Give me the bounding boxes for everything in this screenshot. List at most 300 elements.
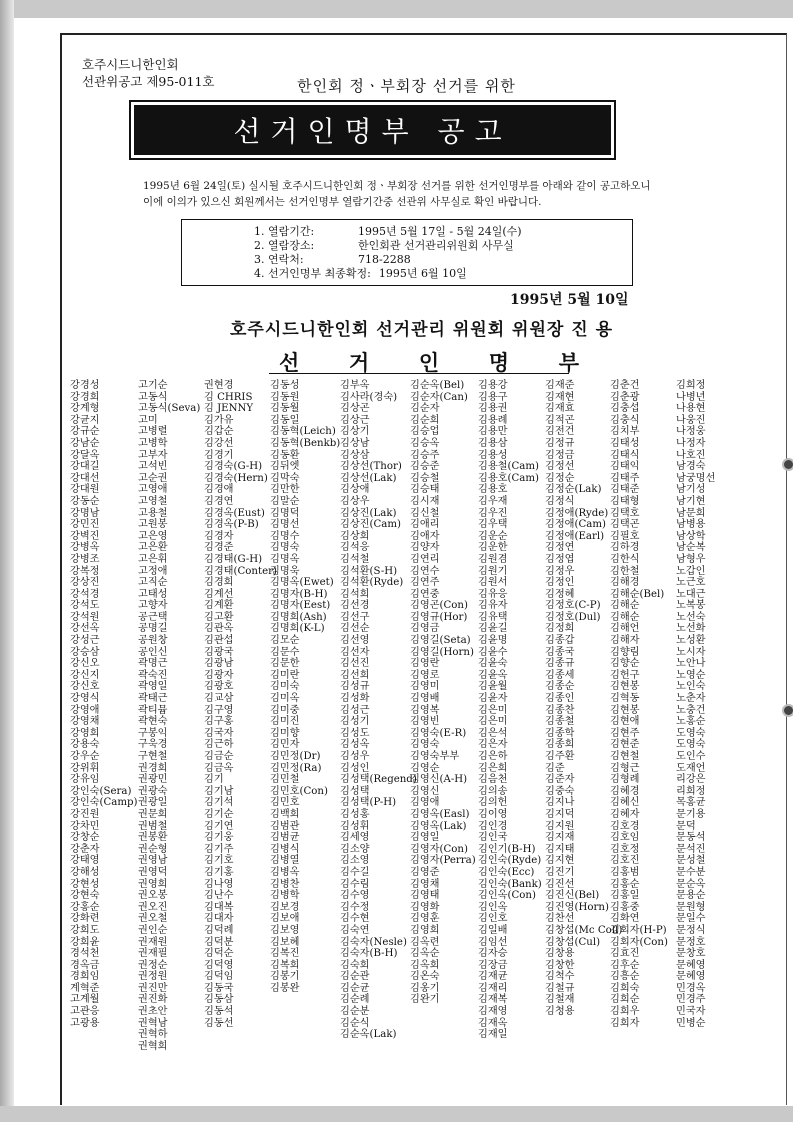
voter-name: 권광일 xyxy=(138,797,168,809)
voter-name: 김종학 xyxy=(545,727,575,739)
voter-name: 강춘자 xyxy=(70,843,100,855)
info-value: 한인회관 선거관리위원회 사무실 xyxy=(358,239,514,252)
voter-name: 공원창 xyxy=(138,635,168,647)
voter-name: 김영옥(Easl) xyxy=(410,808,470,820)
voter-name: 김종순 xyxy=(545,681,575,693)
voter-name: 김옥순 xyxy=(410,948,440,960)
voter-name: 강희윤 xyxy=(70,936,100,948)
voter-name: 김순식 xyxy=(340,1017,370,1029)
voter-name: 김종국 xyxy=(545,646,575,658)
voter-name: 김치부 xyxy=(610,426,640,438)
voter-name: 김인옥(Con) xyxy=(478,890,536,902)
voter-name: 김적곤 xyxy=(545,414,575,426)
voter-name: 김종갑 xyxy=(545,635,575,647)
voter-name: 김희우 xyxy=(610,1006,640,1018)
voter-name: 김홍중 xyxy=(610,901,640,913)
voter-name: 김윤옥 xyxy=(478,669,508,681)
voter-name: 김현준 xyxy=(610,739,640,751)
voter-name: 김옥희 xyxy=(410,959,440,971)
voter-name: 김성택(P-H) xyxy=(340,797,397,809)
voter-name: 김석환(S-H) xyxy=(340,565,398,577)
voter-name: 김태식 xyxy=(610,449,640,461)
voter-name: 고광용 xyxy=(70,1017,100,1029)
notice-text xyxy=(143,178,703,210)
voter-name: 김선구 xyxy=(340,611,370,623)
voter-name: 김지재 xyxy=(545,832,575,844)
voter-name: 김정희 xyxy=(545,623,575,635)
voter-name: 김한철 xyxy=(610,565,640,577)
voter-name: 김영숙 xyxy=(410,739,440,751)
voter-name: 고태성 xyxy=(138,588,168,600)
voter-name: 김우택 xyxy=(478,519,508,531)
notice-number: 선관위공고 제95-011호 xyxy=(82,74,215,89)
voter-name: 김영배 xyxy=(410,693,440,705)
voter-name: 김상애 xyxy=(340,484,370,496)
organization-name: 호주시드니한인회 xyxy=(82,57,179,72)
voter-name: 김성화 xyxy=(340,693,370,705)
voter-name: 김미향 xyxy=(270,727,300,739)
voter-name: 김원겸 xyxy=(478,553,508,565)
voter-name: 김보영 xyxy=(270,924,300,936)
voter-name: 강복정 xyxy=(70,565,100,577)
roster-title-underline xyxy=(269,373,569,374)
voter-name: 권현경 xyxy=(204,380,234,391)
voter-name: 고순권 xyxy=(138,472,168,484)
voter-name: 김성옥 xyxy=(340,739,370,751)
voter-name: 남문희 xyxy=(676,507,706,519)
voter-name: 고원봉 xyxy=(138,519,168,531)
voter-name: 권범철 xyxy=(138,820,168,832)
voter-name: 김은미 xyxy=(478,716,508,728)
voter-name: 강위휘 xyxy=(70,762,100,774)
voter-name: 김후순 xyxy=(610,959,640,971)
voter-name: 김난수 xyxy=(204,890,234,902)
voter-name: 김경연 xyxy=(204,495,234,507)
voter-name: 김성도 xyxy=(340,727,370,739)
voter-name: 권재필 xyxy=(138,948,168,960)
voter-name: 문수분 xyxy=(676,866,706,878)
voter-name: 김고환 xyxy=(204,611,234,623)
voter-name: 김미옥 xyxy=(270,693,300,705)
voter-name: 김재균 xyxy=(478,971,508,983)
voter-name: 김뒤엣 xyxy=(270,461,300,473)
voter-name: 김민자 xyxy=(270,739,300,751)
voter-name: 곽태근 xyxy=(138,693,168,705)
voter-name: 문동석 xyxy=(676,832,706,844)
voter-name: 김상진(Lak) xyxy=(340,507,397,519)
voter-name: 김순옥(Bel) xyxy=(410,380,465,391)
info-value: 718-2288 xyxy=(358,253,411,266)
voter-name: 김금옥 xyxy=(204,762,234,774)
voter-name: 김은자 xyxy=(478,739,508,751)
voter-name: 김윤자 xyxy=(478,693,508,705)
voter-name: 김순옥(Lak) xyxy=(340,1029,397,1041)
voter-name: 김문한 xyxy=(270,658,300,670)
voter-name: 김상우 xyxy=(340,495,370,507)
voter-name: 김태준 xyxy=(610,484,640,496)
voter-name: 김인국 xyxy=(478,832,508,844)
voter-name: 권영덕 xyxy=(138,866,168,878)
voter-name: 김재효 xyxy=(545,403,575,415)
voter-name: 김정연 xyxy=(545,542,575,554)
voter-name: 김기석 xyxy=(204,797,234,809)
voter-name: 도인수 xyxy=(676,751,706,762)
voter-name: 노선숙 xyxy=(676,611,706,623)
voter-name: 김석희 xyxy=(340,588,370,600)
voter-name: 김자승 xyxy=(478,948,508,960)
voter-name: 강우순 xyxy=(70,751,100,762)
voter-name: 김상곤 xyxy=(340,403,370,415)
voter-name: 김영미 xyxy=(410,681,440,693)
voter-name: 강홍순 xyxy=(70,901,100,913)
voter-name: 권정순 xyxy=(138,959,168,971)
voter-name: 김종희 xyxy=(545,739,575,751)
voter-name: 김태익 xyxy=(610,461,640,473)
voter-name: 김선영 xyxy=(340,635,370,647)
voter-name: 문성철 xyxy=(676,855,706,867)
voter-name: 김해언 xyxy=(610,623,640,635)
voter-name: 노근호 xyxy=(676,577,706,589)
voter-name: 김창한 xyxy=(545,959,575,971)
voter-name: 공명길 xyxy=(138,623,168,635)
voter-name: 김혜경 xyxy=(610,785,640,797)
voter-name: 김강선 xyxy=(204,437,234,449)
voter-name: 계혁준 xyxy=(70,982,100,994)
voter-name: 김민정(Dr) xyxy=(270,751,321,762)
voter-name: 김순자(Can) xyxy=(410,391,468,403)
voter-name: 강화련 xyxy=(70,913,100,925)
voter-name: 나용현 xyxy=(676,403,706,415)
voter-name: 김승옥 xyxy=(410,437,440,449)
voter-name: 김재영 xyxy=(478,1006,508,1018)
voter-name: 나정자 xyxy=(676,437,706,449)
voter-name: 김석철 xyxy=(340,553,370,565)
voter-name: 김영숙(E-R) xyxy=(410,727,467,739)
voter-name: 김선경 xyxy=(340,600,370,612)
voter-name: 김승업 xyxy=(410,426,440,438)
committee-signature: 호주시드니한인회 선거관리 위원회 위원장 진 용 xyxy=(229,320,614,340)
info-row xyxy=(254,253,632,267)
notice-line: 1995년 6월 24일(토) 실시될 호주시드니한인회 정ㆍ부회장 선거를 위한 선거인명부를 아래와 같이 공고하오니 xyxy=(143,180,651,192)
voter-name: 김영란 xyxy=(410,658,440,670)
voter-name: 강대길 xyxy=(70,461,100,473)
voter-name: 문원형 xyxy=(676,901,706,913)
voter-name: 김종찬 xyxy=(545,704,575,716)
voter-name: 김민호(Con) xyxy=(270,785,328,797)
voter-name: 김영준 xyxy=(410,866,440,878)
voter-name: 권오진 xyxy=(138,901,168,913)
voter-name: 김경태(G-H) xyxy=(204,553,263,565)
voter-name: 김경숙(G-H) xyxy=(204,461,263,473)
voter-name: 권경희 xyxy=(138,762,168,774)
voter-name: 김명자(B-H) xyxy=(270,588,328,600)
voter-name: 김정금 xyxy=(545,449,575,461)
voter-name: 남경숙 xyxy=(676,461,706,473)
voter-name: 김영길(Horn) xyxy=(410,646,474,658)
voter-name: 김정애(Ryde) xyxy=(545,507,609,519)
voter-name: 김성기 xyxy=(340,716,370,728)
voter-name: 김희숙 xyxy=(610,982,640,994)
voter-name: 김청용 xyxy=(545,1006,575,1018)
info-box xyxy=(181,219,633,286)
voter-name: 강영희 xyxy=(70,727,100,739)
voter-name: 김재리 xyxy=(478,982,508,994)
voter-name: 김준 xyxy=(545,762,565,774)
voter-name: 고은환 xyxy=(138,542,168,554)
voter-name: 권혁남 xyxy=(138,1017,168,1029)
voter-name: 권봉환 xyxy=(138,832,168,844)
roster-title-char: 명 xyxy=(488,350,510,375)
voter-name: 김선순 xyxy=(340,623,370,635)
voter-name: 김동석 xyxy=(204,1006,234,1018)
voter-name: 김영훈 xyxy=(410,913,440,925)
voter-name: 김헌구 xyxy=(610,669,640,681)
voter-name: 김동삼 xyxy=(204,994,234,1006)
voter-name: 김영길(Seta) xyxy=(410,635,471,647)
voter-name: 김병식 xyxy=(270,843,300,855)
voter-name: 고영애 xyxy=(138,484,168,496)
voter-name: 김현봉 xyxy=(610,681,640,693)
voter-name: 김계선 xyxy=(204,588,234,600)
roster-column xyxy=(478,380,542,1041)
voter-name: 문정호 xyxy=(676,936,706,948)
voter-name: 고석빈 xyxy=(138,461,168,473)
voter-name: 김민철 xyxy=(270,774,300,786)
voter-name: 김현주 xyxy=(610,727,640,739)
voter-name: 김승준 xyxy=(410,461,440,473)
voter-name: 권정원 xyxy=(138,971,168,983)
voter-name: 권진화 xyxy=(138,994,168,1006)
voter-name: 김지원 xyxy=(545,820,575,832)
punch-hole-icon xyxy=(782,704,793,717)
voter-name: 김진신(Bel) xyxy=(545,890,600,902)
voter-name: 김재복 xyxy=(478,994,508,1006)
roster-title-char: 선 xyxy=(279,350,300,375)
voter-name: 김인경 xyxy=(478,820,508,832)
voter-name: 김충섭 xyxy=(610,403,640,415)
voter-name: 공근택 xyxy=(138,611,168,623)
voter-name: 김한식 xyxy=(610,553,640,565)
voter-name: 김광국 xyxy=(204,646,234,658)
voter-name: 김홍순 xyxy=(610,878,640,890)
voter-name: 김홍범 xyxy=(610,866,640,878)
voter-name: 김영규(Hor) xyxy=(410,611,468,623)
voter-name: 김명수 xyxy=(270,530,300,542)
voter-name: 나호진 xyxy=(676,449,706,461)
voter-name: 김막숙 xyxy=(270,472,300,484)
voter-name: 고향자 xyxy=(138,600,168,612)
voter-name: 김승철 xyxy=(410,472,440,484)
voter-name: 강태영 xyxy=(70,855,100,867)
voter-name: 김태주 xyxy=(610,472,640,484)
voter-name: 경옥금 xyxy=(70,959,100,971)
voter-name: 김정순(Lak) xyxy=(545,484,602,496)
voter-name: 노영순 xyxy=(676,669,706,681)
voter-name: 구봉익 xyxy=(138,727,168,739)
voter-name: 김국자 xyxy=(204,727,234,739)
notice-line: 이에 이의가 있으신 회원께서는 선거인명부 열람기간중 선관위 사무실로 확인 바랍니다. xyxy=(143,196,542,208)
voter-name: 김애자 xyxy=(410,530,440,542)
voter-name: 김용삼 xyxy=(478,437,508,449)
voter-name: 김이영 xyxy=(478,808,508,820)
voter-name: 김운순 xyxy=(478,530,508,542)
voter-name: 김승태 xyxy=(410,484,440,496)
info-key: 4. 선거인명부 최종확정: xyxy=(254,267,371,280)
voter-name: 김윤명 xyxy=(478,635,508,647)
roster-column xyxy=(610,380,668,1029)
voter-name: 김인숙(Ecc) xyxy=(478,866,535,878)
voter-name: 김동국 xyxy=(204,982,234,994)
voter-name: 김소양 xyxy=(340,843,370,855)
voter-name: 고직순 xyxy=(138,577,168,589)
voter-name: 김말순 xyxy=(270,495,300,507)
voter-name: 김호정 xyxy=(610,843,640,855)
voter-name: 김영로 xyxy=(410,669,440,681)
voter-name: 김용호 xyxy=(478,484,508,496)
voter-name: 강진원 xyxy=(70,808,100,820)
voter-name: 강차민 xyxy=(70,820,100,832)
voter-name: 김희정 xyxy=(676,380,706,391)
voter-name: 김미숙 xyxy=(270,681,300,693)
voter-name: 노인숙 xyxy=(676,681,706,693)
voter-name: 김범관 xyxy=(270,820,300,832)
voter-name: 김기순 xyxy=(204,808,234,820)
voter-name: 김석응 xyxy=(340,542,370,554)
voter-name: 강석경 xyxy=(70,588,100,600)
voter-name: 김동환 xyxy=(270,449,300,461)
voter-name: 김소영 xyxy=(340,855,370,867)
voter-name: 경석천 xyxy=(70,948,100,960)
voter-name: 김덕분 xyxy=(204,936,234,948)
voter-name: 김수현 xyxy=(340,913,370,925)
voter-name: 김선희 xyxy=(340,669,370,681)
voter-name: 김중숙 xyxy=(545,785,575,797)
voter-name: 김용권 xyxy=(478,403,508,415)
voter-name: 나병년 xyxy=(676,391,706,403)
voter-name: 강용숙 xyxy=(70,739,100,751)
voter-name: 김광자 xyxy=(204,669,234,681)
voter-name: 김화연 xyxy=(610,913,640,925)
voter-name: 김근하 xyxy=(204,739,234,751)
voter-name: 고부자 xyxy=(138,449,168,461)
voter-name: 김정호(C-P) xyxy=(545,600,601,612)
voter-name: 김효진 xyxy=(610,948,640,960)
voter-name: 김동성 xyxy=(270,380,300,391)
voter-name: 노선화 xyxy=(676,623,706,635)
voter-name: 김인숙(Bank) xyxy=(478,878,542,890)
roster-column xyxy=(676,380,715,1029)
voter-name: 김연리 xyxy=(410,553,440,565)
voter-name: 김택곤 xyxy=(610,519,640,531)
voter-name: 김영자(Perra) xyxy=(410,855,476,867)
voter-name: 도영숙 xyxy=(676,739,706,751)
voter-name: 김경애 xyxy=(204,484,234,496)
voter-name: 김기웅 xyxy=(204,832,234,844)
voter-name: 김명희(K-L) xyxy=(270,623,325,635)
voter-name: 강신호 xyxy=(70,681,100,693)
voter-name: 김애리 xyxy=(410,519,440,531)
voter-name: 강승삼 xyxy=(70,646,100,658)
voter-name: 김상희 xyxy=(340,530,370,542)
roster-title-char: 거 xyxy=(348,350,370,375)
voter-name: 김윤월 xyxy=(478,681,508,693)
notice-date: 1995년 5월 10일 xyxy=(510,292,629,308)
voter-name: 김복희 xyxy=(270,959,300,971)
voter-name: 김광호 xyxy=(204,681,234,693)
voter-name: 김인호 xyxy=(478,913,508,925)
voter-name: 구욱경 xyxy=(138,739,168,751)
voter-name: 김영애 xyxy=(410,797,440,809)
scan-bottom-border xyxy=(0,1106,793,1122)
voter-name: 김흥순 xyxy=(610,971,640,983)
voter-name: 김민호 xyxy=(270,797,300,809)
voter-name: 김부옥 xyxy=(340,380,370,391)
voter-name: 김철재 xyxy=(545,994,575,1006)
voter-name: 김정혜 xyxy=(545,588,575,600)
voter-name: 김기홍 xyxy=(204,866,234,878)
voter-name: 곽현숙 xyxy=(138,716,168,728)
voter-name: 김용성 xyxy=(478,449,508,461)
voter-name: 문기용 xyxy=(676,808,706,820)
voter-name: 문일수 xyxy=(676,913,706,925)
voter-name: 권순형 xyxy=(138,843,168,855)
voter-name: 김재준 xyxy=(545,380,575,391)
voter-name: 김지태 xyxy=(545,843,575,855)
voter-name: 김희순 xyxy=(610,994,640,1006)
voter-name: 도영숙 xyxy=(676,727,706,739)
voter-name: 김상남 xyxy=(340,437,370,449)
voter-name: 김의헌 xyxy=(478,797,508,809)
voter-name: 강민진 xyxy=(70,519,100,531)
voter-name: 김봉기 xyxy=(270,971,300,983)
voter-name: 고은휘 xyxy=(138,553,168,565)
voter-name: 김영숙부부 xyxy=(410,751,460,762)
voter-name: 김종세 xyxy=(545,669,575,681)
voter-name: 민국자 xyxy=(676,1006,706,1018)
voter-name: 고동식(Seva) xyxy=(138,403,201,415)
voter-name: 문석진 xyxy=(676,843,706,855)
voter-name: 김유응 xyxy=(478,588,508,600)
voter-name: 김순자 xyxy=(410,403,440,415)
voter-name: 강경성 xyxy=(70,380,100,391)
voter-name: 남기현 xyxy=(676,495,706,507)
voter-name: 김우진 xyxy=(478,507,508,519)
voter-name: 김순분 xyxy=(340,1006,370,1018)
voter-name: 김보경 xyxy=(270,901,300,913)
voter-name: 김숙자(Nesle) xyxy=(340,936,407,948)
voter-name: 김형근 xyxy=(610,762,640,774)
voter-name: 김혜신 xyxy=(610,797,640,809)
voter-name: 김백희 xyxy=(270,808,300,820)
voter-name: 문용순 xyxy=(676,890,706,902)
voter-name: 김정애(Cam) xyxy=(545,519,607,531)
voter-name: 김성홍 xyxy=(340,808,370,820)
info-row xyxy=(254,225,632,239)
voter-name: 김관섭 xyxy=(204,635,234,647)
info-key: 2. 열람장소: xyxy=(254,239,315,252)
voter-name: 문혜영 xyxy=(676,959,706,971)
voter-name: 김태형 xyxy=(610,495,640,507)
voter-name: 강영채 xyxy=(70,716,100,728)
voter-name: 김금순 xyxy=(204,751,234,762)
voter-name: 문혜영 xyxy=(676,971,706,983)
voter-name: 김영빈 xyxy=(410,716,440,728)
voter-name: 김영신(A-H) xyxy=(410,774,468,786)
voter-name: 민경옥 xyxy=(676,982,706,994)
roster-column xyxy=(70,380,138,1029)
info-value: 1995년 5월 17일 - 5월 24일(수) xyxy=(358,225,522,238)
voter-name: 김영옥(Lak) xyxy=(410,820,467,832)
